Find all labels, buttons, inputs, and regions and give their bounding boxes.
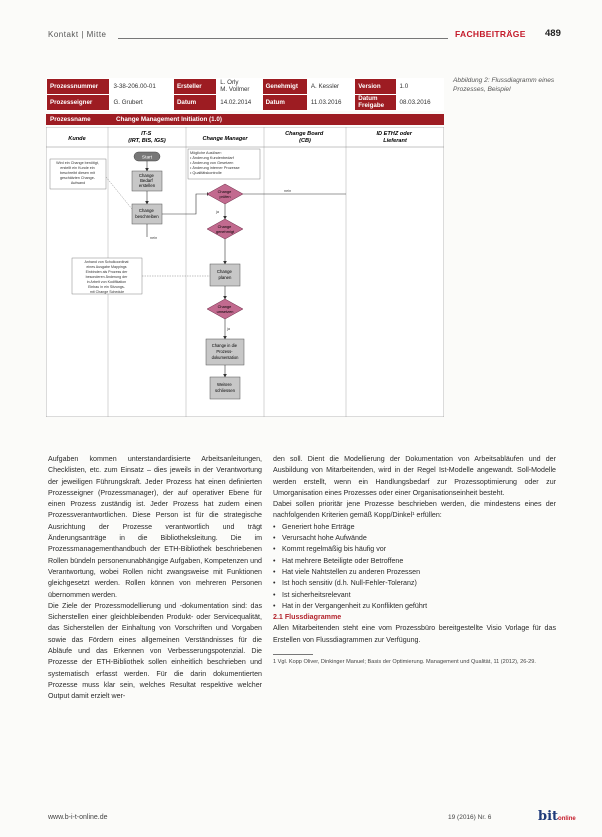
meta-value: 3-38-206.00-01 [110,79,173,95]
meta-key: Version [355,79,396,95]
criteria-item: • Kommt regelmäßig bis häufig vor [273,544,556,555]
node-line: Change [138,208,154,213]
note-line: Einbinden als Prozess der [85,270,128,274]
node-line: Change [217,304,232,309]
body-paragraph: den soll. Dient die Modellierung der Dokumentation von Arbeitsabläufen und der Ausbildung von Mitarbeitenden, wird in der Regel Ist-Modelle angewandt. Soll-Modelle werden erstellt, wenn ein Handlungsbedarf zur Prozessoptimierung oder zur Umorganisation eines Prozesses oder einer Organisationseinheit besteht. [273,455,556,497]
body-paragraph: Aufgaben kommen unterstandardisierte Arbeitsanleitungen, Checklisten, etc. zum Einsatz – dies jeweils in der Verantwortung der jeweiligen Führungskraft. Jeder Prozess hat einen definierten Prozesseigner (Prozessmanager), der auf operativer Ebene für einen Prozess zuständig ist. Jeder Prozess hat zudem einen Prozessverantwortlichen. Diese Person ist für die strategische Ausrichtung der Prozesse verantwortlich und trägt Änderungsanträge in die Bibliotheksleitung. Die im Prozessmanagementhandbuch der ETH-Bibliothek beschriebenen Rollen bündeln personenunabhängige Aufgaben, Kompetenzen und Verantwortung, wobei Rollen nicht zwangsweise mit Funktionen gleichgesetzt werden. Rollen können von mehreren Personen übernommen werden. [48,455,262,599]
body-paragraph: Allen Mitarbeitenden steht eine vom Prozessbüro bereitgestellte Visio Vorlage für das Erstellen von Flussdiagrammen zur Verfügung. [273,624,556,644]
page-number: 489 [545,28,561,39]
criteria-list [273,522,556,612]
node-line: Bedarf [140,178,153,183]
process-name-label: Prozessname [50,116,91,123]
meta-key: Prozesseigner [47,95,110,111]
node-line: dokumentation [211,355,239,360]
note-line: • Qualitätskontrolle [190,171,222,175]
meta-key: Datum [173,95,216,111]
subheading: 2.1 Flussdiagramme [273,613,342,622]
process-meta-table [46,78,444,111]
meta-key: Genehmigt [262,79,307,95]
note-line: mit Change Schedule [89,290,125,294]
node-line: Change [217,224,232,229]
footnote-rule [273,654,313,655]
lane-header-cb-line: (CB) [299,138,311,144]
lane-header-its-line: (IRT, BIS, IGS) [128,138,166,144]
process-name-value: Change Management Initiation (1.0) [116,116,223,123]
lane-header-cb-line: Change Board [285,131,324,137]
criteria-item: • Ist sicherheitsrelevant [273,590,556,601]
meta-value: 14.02.2014 [217,95,262,111]
branch-label: ja [227,327,230,331]
logo-suffix: online [558,816,576,822]
meta-row [47,95,444,111]
criteria-item: • Generiert hohe Erträge [273,522,556,533]
node-line: Weitere [217,382,232,387]
body-paragraph: Dabei sollen prioritär jene Prozesse beschrieben werden, die mindestens eines der nachfolgenden Kriterien gemäß Kopp/Dinkel¹ erfüllen: [273,500,556,520]
meta-key: Prozessnummer [47,79,110,95]
meta-key: Ersteller [173,79,216,95]
note-line: eines Ausgabe Mappings [86,265,127,269]
node-line: prüfen [219,194,231,199]
section-title: FACHBEITRÄGE [455,29,526,39]
meta-key: Datum [262,95,307,111]
criteria-item: • Verursacht hohe Aufwände [273,533,556,544]
note-line: Anhand von Schulkoordinat [84,260,129,264]
node-line: erstellen [138,183,156,188]
footnote: 1 Vgl. Kopp Oliver, Dinkinger Manuel; Basis der Optimierung. Management und Qualität, 11 (2012), 26-29. [273,659,536,666]
decision-approve-label [216,224,235,234]
node-line: Change in die [211,343,238,348]
lane-header-change-manager: Change Manager [202,136,248,142]
body-column-left [48,454,262,703]
process-close-label [215,382,236,393]
node-line: Change [217,189,232,194]
note-line: erstellt ein Kunde ein [60,166,95,170]
note-line: in Arbeit von Kodifikation [86,280,127,284]
meta-value: L. Orly M. Vollmer [217,79,262,95]
footer-issue: 19 (2016) Nr. 6 [448,814,492,821]
logo-main: bit [538,809,559,824]
node-line: umsetzen [216,309,234,314]
process-name-bar [46,114,444,125]
body-column-right [273,454,556,666]
meta-value: G. Grubert [110,95,173,111]
criteria-item: • Hat mehrere Beteiligte oder Betroffene [273,556,556,567]
caption-text: Flussdiagramm eines Prozesses, Beispiel [453,77,555,93]
meta-value: 11.03.2016 [307,95,354,111]
lane-header-id-line: ID ETHZ oder [376,131,412,137]
note-line: Wird ein Change benötigt, [56,161,99,165]
footer-url-link[interactable]: www.b-i-t-online.de [48,814,108,821]
process-change-needed-label [139,173,156,188]
note-line: beschreibt diesen mit [60,171,95,175]
branch-label: nein [150,236,158,240]
note-line: Mögliche Auslöser: [190,151,222,155]
figure-caption [453,77,565,95]
node-line: planen [218,275,232,280]
caption-label: Abbildung 2: [453,77,490,84]
meta-value: 08.03.2016 [396,95,443,111]
lane-header-id-line: Lieferant [383,138,407,144]
node-line: Change [138,173,154,178]
note-line: besonderen Änderung der [85,275,128,279]
meta-row [47,79,444,95]
node-line: beschreiben [135,214,159,219]
lane-header-kunde: Kunde [68,136,86,142]
note-line: Einbau in ein Sitzungs- [88,285,125,289]
meta-key: Datum Freigabe [355,95,396,111]
branch-label: nein [284,189,292,193]
bit-online-logo [538,809,576,824]
note-line: geschätzten Change- [59,176,96,180]
meta-value: 1.0 [396,79,443,95]
process-change-plan-label [217,269,233,280]
running-header-left: Kontakt | Mitte [48,30,107,39]
start-label: Start [141,155,153,161]
decision-implement-label [217,304,234,314]
lane-header-its-line: IT-S [141,131,152,137]
criteria-item: • Hat in der Vergangenheit zu Konflikten geführt [273,601,556,612]
branch-label: ja [216,210,219,214]
body-paragraph: Die Ziele der Prozessmodellierung und -dokumentation sind: das Sicherstellen einer gleichbleibenden Produkt- oder Servicequalität, das Sicherstellen der Einhaltung von Vorschriften und Vorgaben sowie das Fördern eines allgemeinen Verständnisses für die Abläufe und das Erkennen von Verbesserungspotenzial. Die Prozesse der ETH-Bibliothek sollen einheitlich beschrieben und systematisch erfasst werden. Für die darin dokumentierten Prozesse muss klar sein, welches Resultat respektive welcher Output damit erzielt wer- [48,601,262,701]
planning-note-text [85,260,130,294]
criteria-item: • Ist hoch sensitiv (d.h. Null-Fehler-Toleranz) [273,578,556,589]
meta-value: A. Kessler [307,79,354,95]
flowchart [46,127,444,417]
node-line: schliessen [214,388,236,393]
decision-check-label [218,189,233,199]
note-line: • Änderung Kundenbedarf [190,156,234,160]
note-line: Aufwand [70,181,86,185]
note-line: • Änderung von Gesetzen [190,161,234,165]
node-line: genehmigt [215,229,235,234]
node-line: Prozess- [216,349,233,354]
header-rule [118,38,448,39]
criteria-item: • Hat viele Nahtstellen zu anderen Prozessen [273,567,556,578]
note-line: • Änderung interner Prozesse [190,166,240,170]
node-line: Change [216,269,232,274]
